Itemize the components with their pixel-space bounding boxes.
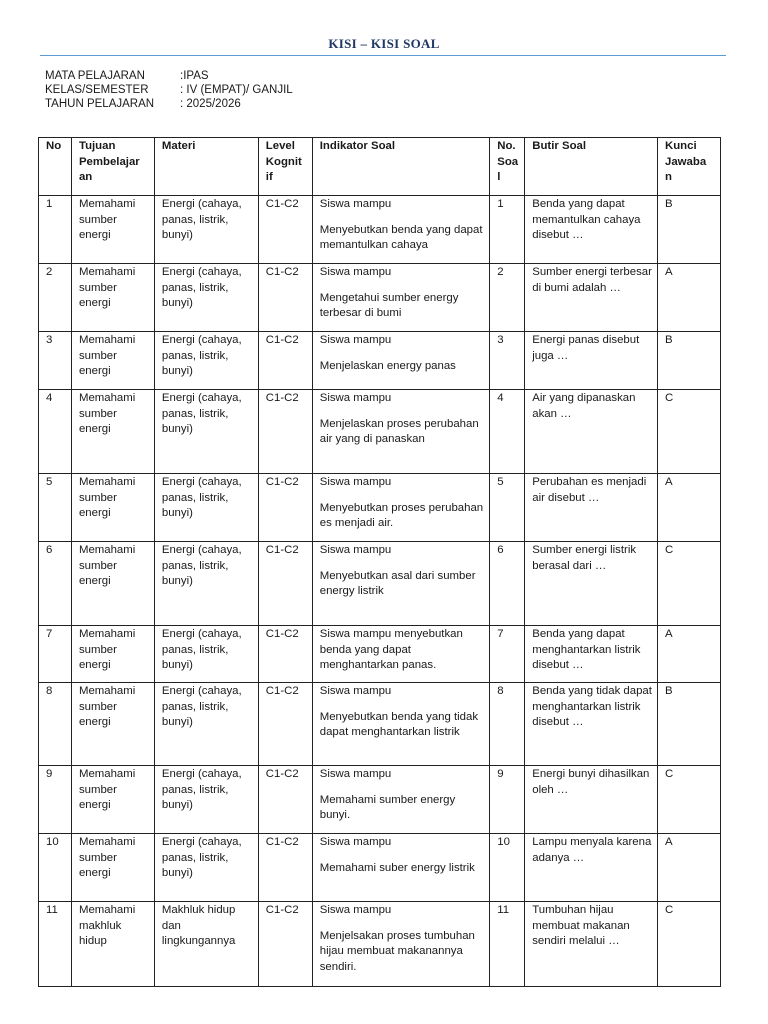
meta-value: : IV (EMPAT)/ GANJIL <box>180 84 293 96</box>
header-butir: Butir Soal <box>525 138 658 196</box>
cell-indikator <box>312 196 490 264</box>
indikator-intro: Siswa mampu <box>319 476 392 488</box>
cell-kunci: B <box>658 196 721 264</box>
cell-butir: Benda yang tidak dapat menghantarkan listrik disebut … <box>525 683 658 766</box>
table-row <box>39 626 721 683</box>
cell-tujuan: Memahami sumber energi <box>71 683 154 766</box>
cell-materi: Energi (cahaya, panas, listrik, bunyi) <box>154 332 258 390</box>
header-no-soal: No. Soa l <box>490 138 525 196</box>
table-row <box>39 766 721 834</box>
header-kunci: Kunci Jawaba n <box>658 138 721 196</box>
cell-tujuan: Memahami sumber energi <box>71 834 154 902</box>
cell-no-soal: 11 <box>490 902 525 987</box>
cell-level: C1-C2 <box>258 474 312 542</box>
cell-no: 6 <box>39 542 72 626</box>
indikator-text: Memahami sumber energy bunyi. <box>319 793 456 822</box>
indikator-gap <box>320 919 486 929</box>
cell-indikator: Siswa mampu menyebutkan benda yang dapat menghantarkan panas. <box>312 626 490 683</box>
table-row <box>39 264 721 332</box>
cell-kunci: B <box>658 683 721 766</box>
indikator-text: Menyebutkan benda yang dapat memantulkan cahaya <box>319 223 483 252</box>
indikator-text: Mengetahui sumber energy terbesar di bumi <box>319 291 459 320</box>
indikator-text: Menyebutkan proses perubahan es menjadi air. <box>319 501 484 530</box>
indikator-gap <box>320 213 486 223</box>
cell-butir: Benda yang dapat menghantarkan listrik disebut … <box>525 626 658 683</box>
cell-kunci: C <box>658 390 721 474</box>
cell-indikator <box>312 264 490 332</box>
cell-level: C1-C2 <box>258 542 312 626</box>
cell-indikator <box>312 390 490 474</box>
cell-no-soal: 2 <box>490 264 525 332</box>
cell-level: C1-C2 <box>258 196 312 264</box>
cell-butir: Air yang dipanaskan akan … <box>525 390 658 474</box>
cell-butir: Perubahan es menjadi air disebut … <box>525 474 658 542</box>
cell-butir: Energi panas disebut juga … <box>525 332 658 390</box>
cell-kunci: B <box>658 332 721 390</box>
table-row <box>39 196 721 264</box>
kisi-table <box>38 137 721 987</box>
cell-tujuan: Memahami sumber energi <box>71 626 154 683</box>
cell-indikator <box>312 834 490 902</box>
indikator-text: Menjelsakan proses tumbuhan hijau membuat makanannya sendiri. <box>319 929 475 974</box>
header-tujuan: Tujuan Pembelajar an <box>71 138 154 196</box>
cell-tujuan: Memahami sumber energi <box>71 196 154 264</box>
cell-no: 10 <box>39 834 72 902</box>
indikator-gap <box>320 407 486 417</box>
cell-tujuan: Memahami sumber energi <box>71 474 154 542</box>
cell-level: C1-C2 <box>258 264 312 332</box>
cell-no-soal: 3 <box>490 332 525 390</box>
meta-label: KELAS/SEMESTER <box>45 84 149 96</box>
indikator-intro: Siswa mampu <box>319 544 392 556</box>
indikator-gap <box>320 491 486 501</box>
indikator-gap <box>320 559 486 569</box>
document-title: KISI – KISI SOAL <box>328 36 440 51</box>
indikator-intro: Siswa mampu <box>319 904 392 916</box>
indikator-intro: Siswa mampu <box>319 334 392 346</box>
indikator-intro: Siswa mampu <box>319 836 392 848</box>
cell-kunci: C <box>658 902 721 987</box>
cell-level: C1-C2 <box>258 766 312 834</box>
table-header-row <box>39 138 721 196</box>
cell-materi: Energi (cahaya, panas, listrik, bunyi) <box>154 542 258 626</box>
cell-indikator <box>312 542 490 626</box>
cell-no: 5 <box>39 474 72 542</box>
document-meta <box>45 69 293 111</box>
header-level: Level Kognit if <box>258 138 312 196</box>
cell-level: C1-C2 <box>258 332 312 390</box>
cell-tujuan: Memahami sumber energi <box>71 264 154 332</box>
indikator-gap <box>320 281 486 291</box>
cell-materi: Makhluk hidup dan lingkungannya <box>154 902 258 987</box>
cell-kunci: C <box>658 542 721 626</box>
meta-value: :IPAS <box>180 70 209 82</box>
cell-no-soal: 9 <box>490 766 525 834</box>
header-indikator: Indikator Soal <box>312 138 490 196</box>
cell-indikator <box>312 474 490 542</box>
cell-butir: Tumbuhan hijau membuat makanan sendiri melalui … <box>525 902 658 987</box>
indikator-text: Menjelaskan proses perubahan air yang di panaskan <box>319 417 479 446</box>
cell-materi: Energi (cahaya, panas, listrik, bunyi) <box>154 626 258 683</box>
cell-materi: Energi (cahaya, panas, listrik, bunyi) <box>154 474 258 542</box>
meta-value: : 2025/2026 <box>180 98 241 110</box>
cell-no-soal: 4 <box>490 390 525 474</box>
indikator-text: Menyebutkan benda yang tidak dapat menghantarkan listrik <box>319 710 479 739</box>
cell-no: 4 <box>39 390 72 474</box>
table-row <box>39 332 721 390</box>
cell-tujuan: Memahami sumber energi <box>71 390 154 474</box>
table-row <box>39 474 721 542</box>
indikator-gap <box>320 349 486 359</box>
cell-butir: Energi bunyi dihasilkan oleh … <box>525 766 658 834</box>
table-row <box>39 902 721 987</box>
indikator-text: Memahami suber energy listrik <box>319 861 475 874</box>
cell-no-soal: 5 <box>490 474 525 542</box>
cell-no-soal: 1 <box>490 196 525 264</box>
indikator-intro: Siswa mampu <box>319 392 392 404</box>
indikator-gap <box>320 851 486 861</box>
cell-no-soal: 8 <box>490 683 525 766</box>
cell-no: 1 <box>39 196 72 264</box>
cell-level: C1-C2 <box>258 390 312 474</box>
table-row <box>39 834 721 902</box>
cell-kunci: A <box>658 834 721 902</box>
cell-kunci: C <box>658 766 721 834</box>
cell-butir: Sumber energi listrik berasal dari … <box>525 542 658 626</box>
cell-kunci: A <box>658 474 721 542</box>
cell-level: C1-C2 <box>258 683 312 766</box>
cell-tujuan: Memahami sumber energi <box>71 766 154 834</box>
cell-materi: Energi (cahaya, panas, listrik, bunyi) <box>154 834 258 902</box>
meta-row-school-year <box>45 97 293 111</box>
cell-no: 11 <box>39 902 72 987</box>
cell-no-soal: 6 <box>490 542 525 626</box>
cell-tujuan: Memahami makhluk hidup <box>71 902 154 987</box>
header-materi: Materi <box>154 138 258 196</box>
cell-kunci: A <box>658 264 721 332</box>
header-no: No <box>39 138 72 196</box>
cell-materi: Energi (cahaya, panas, listrik, bunyi) <box>154 196 258 264</box>
indikator-text: Menjelaskan energy panas <box>319 359 456 372</box>
indikator-text: Menyebutkan asal dari sumber energy listrik <box>319 569 476 598</box>
meta-row-class-semester <box>45 83 293 97</box>
indikator-intro: Siswa mampu <box>319 266 392 278</box>
cell-no: 3 <box>39 332 72 390</box>
cell-no: 2 <box>39 264 72 332</box>
meta-label: TAHUN PELAJARAN <box>45 98 155 110</box>
cell-materi: Energi (cahaya, panas, listrik, bunyi) <box>154 683 258 766</box>
cell-butir: Lampu menyala karena adanya … <box>525 834 658 902</box>
cell-no: 7 <box>39 626 72 683</box>
cell-level: C1-C2 <box>258 626 312 683</box>
indikator-gap <box>320 783 486 793</box>
indikator-intro: Siswa mampu <box>319 198 392 210</box>
cell-indikator <box>312 332 490 390</box>
title-underline <box>40 55 726 56</box>
cell-materi: Energi (cahaya, panas, listrik, bunyi) <box>154 766 258 834</box>
cell-no: 9 <box>39 766 72 834</box>
cell-level: C1-C2 <box>258 834 312 902</box>
meta-row-subject <box>45 69 293 83</box>
cell-kunci: A <box>658 626 721 683</box>
cell-indikator <box>312 766 490 834</box>
cell-no: 8 <box>39 683 72 766</box>
cell-no-soal: 10 <box>490 834 525 902</box>
cell-butir: Sumber energi terbesar di bumi adalah … <box>525 264 658 332</box>
cell-no-soal: 7 <box>490 626 525 683</box>
cell-indikator <box>312 902 490 987</box>
cell-materi: Energi (cahaya, panas, listrik, bunyi) <box>154 264 258 332</box>
table-row <box>39 390 721 474</box>
cell-indikator <box>312 683 490 766</box>
cell-level: C1-C2 <box>258 902 312 987</box>
table-row <box>39 542 721 626</box>
indikator-intro: Siswa mampu <box>319 768 392 780</box>
meta-label: MATA PELAJARAN <box>45 70 145 82</box>
cell-tujuan: Memahami sumber energi <box>71 332 154 390</box>
cell-materi: Energi (cahaya, panas, listrik, bunyi) <box>154 390 258 474</box>
table-row <box>39 683 721 766</box>
indikator-intro: Siswa mampu <box>319 685 392 697</box>
indikator-gap <box>320 700 486 710</box>
cell-tujuan: Memahami sumber energi <box>71 542 154 626</box>
cell-butir: Benda yang dapat memantulkan cahaya disebut … <box>525 196 658 264</box>
